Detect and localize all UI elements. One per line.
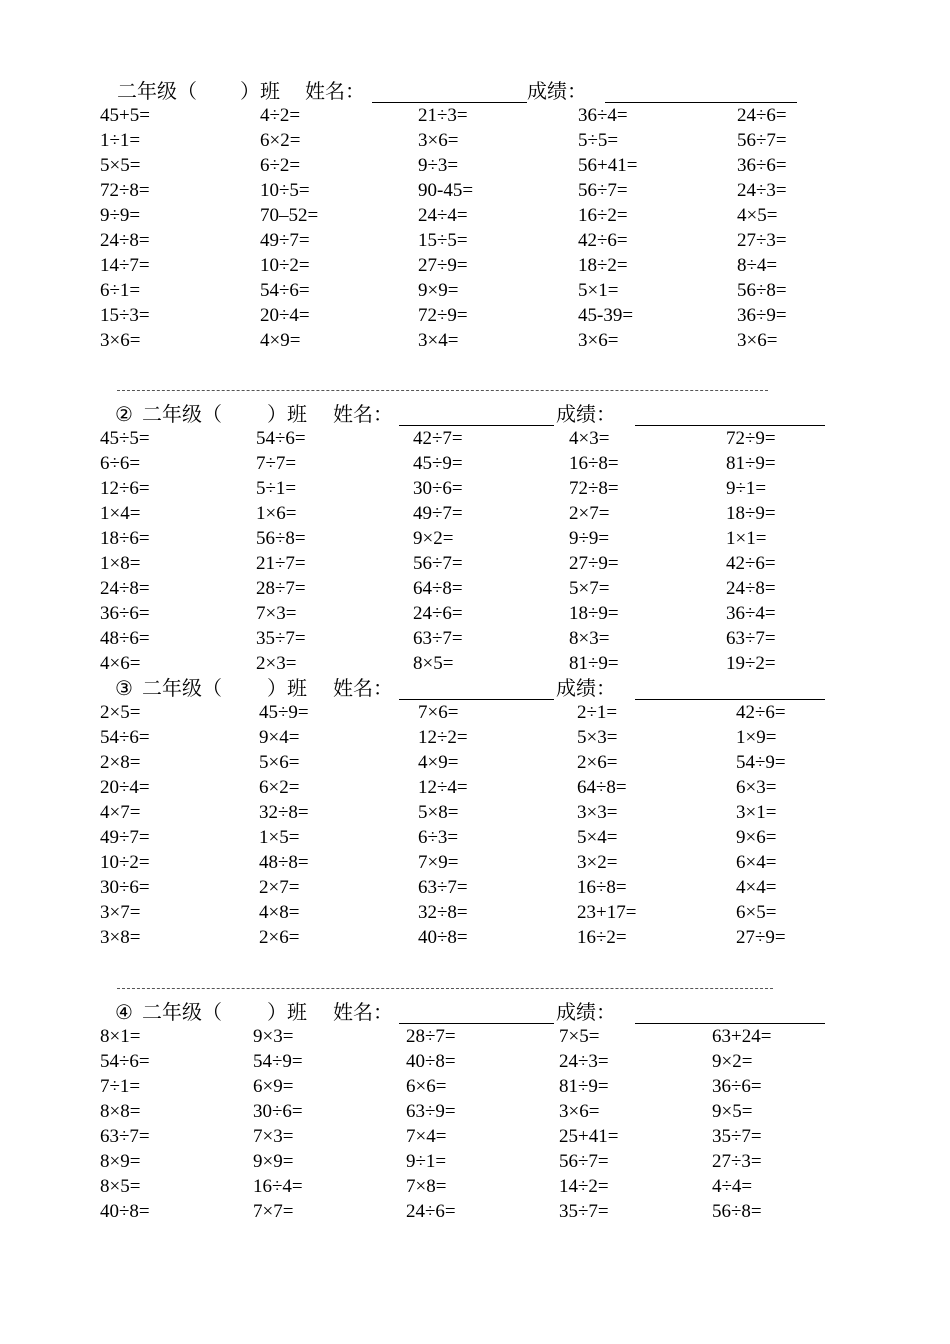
score-blank[interactable] — [635, 425, 825, 426]
arithmetic-problem: 56÷7= — [578, 180, 628, 201]
score-blank[interactable] — [635, 1023, 825, 1024]
arithmetic-problem: 3×6= — [559, 1101, 600, 1122]
arithmetic-problem: 7×7= — [253, 1201, 294, 1222]
arithmetic-problem: 9×2= — [712, 1051, 753, 1072]
arithmetic-problem: 35÷7= — [559, 1201, 609, 1222]
arithmetic-problem: 56÷7= — [737, 130, 787, 151]
arithmetic-problem: 3×3= — [577, 802, 618, 823]
arithmetic-problem: 56÷7= — [413, 553, 463, 574]
arithmetic-problem: 2×7= — [569, 503, 610, 524]
arithmetic-problem: 1×9= — [736, 727, 777, 748]
arithmetic-problem: 24÷3= — [559, 1051, 609, 1072]
section-header — [115, 1001, 835, 1025]
arithmetic-problem: 40÷8= — [406, 1051, 456, 1072]
arithmetic-problem: 4×4= — [736, 877, 777, 898]
arithmetic-problem: 24÷6= — [413, 603, 463, 624]
arithmetic-problem: 28÷7= — [256, 578, 306, 599]
name-blank[interactable] — [399, 425, 554, 426]
arithmetic-problem: 56+41= — [578, 155, 638, 176]
arithmetic-problem: 3×6= — [578, 330, 619, 351]
arithmetic-problem: 64÷8= — [577, 777, 627, 798]
section-header — [117, 80, 817, 104]
arithmetic-problem: 14÷7= — [100, 255, 150, 276]
arithmetic-problem: 5÷1= — [256, 478, 297, 499]
arithmetic-problem: 70–52= — [260, 205, 319, 226]
grade-label: 二年级（ — [117, 81, 197, 103]
arithmetic-problem: 45+5= — [100, 105, 150, 126]
class-label: ）班 — [267, 1002, 307, 1024]
arithmetic-problem: 2×6= — [577, 752, 618, 773]
arithmetic-problem: 21÷3= — [418, 105, 468, 126]
arithmetic-problem: 81÷9= — [569, 653, 619, 674]
arithmetic-problem: 56÷8= — [712, 1201, 762, 1222]
score-label: 成绩： — [556, 404, 616, 426]
arithmetic-problem: 24÷8= — [726, 578, 776, 599]
arithmetic-problem: 45-39= — [578, 305, 634, 326]
arithmetic-problem: 27÷9= — [736, 927, 786, 948]
arithmetic-problem: 63÷7= — [100, 1126, 150, 1147]
arithmetic-problem: 5×6= — [259, 752, 300, 773]
arithmetic-problem: 20÷4= — [100, 777, 150, 798]
name-label: 姓名： — [333, 1002, 393, 1024]
arithmetic-problem: 42÷6= — [726, 553, 776, 574]
arithmetic-problem: 1×5= — [259, 827, 300, 848]
arithmetic-problem: 16÷2= — [578, 205, 628, 226]
arithmetic-problem: 63÷7= — [726, 628, 776, 649]
arithmetic-problem: 45÷9= — [259, 702, 309, 723]
arithmetic-problem: 49÷7= — [100, 827, 150, 848]
arithmetic-problem: 42÷7= — [413, 428, 463, 449]
arithmetic-problem: 54÷6= — [100, 727, 150, 748]
arithmetic-problem: 6×3= — [736, 777, 777, 798]
arithmetic-problem: 10÷5= — [260, 180, 310, 201]
arithmetic-problem: 7×3= — [256, 603, 297, 624]
arithmetic-problem: 14÷2= — [559, 1176, 609, 1197]
arithmetic-problem: 1×1= — [726, 528, 767, 549]
name-blank[interactable] — [399, 1023, 554, 1024]
arithmetic-problem: 7×5= — [559, 1026, 600, 1047]
arithmetic-problem: 8÷4= — [737, 255, 778, 276]
arithmetic-problem: 15÷5= — [418, 230, 468, 251]
arithmetic-problem: 32÷8= — [418, 902, 468, 923]
arithmetic-problem: 72÷8= — [100, 180, 150, 201]
arithmetic-problem: 4×5= — [737, 205, 778, 226]
arithmetic-problem: 35÷7= — [256, 628, 306, 649]
arithmetic-problem: 6×2= — [260, 130, 301, 151]
arithmetic-problem: 36÷9= — [737, 305, 787, 326]
arithmetic-problem: 45÷5= — [100, 428, 150, 449]
arithmetic-problem: 4×7= — [100, 802, 141, 823]
arithmetic-problem: 3×2= — [577, 852, 618, 873]
arithmetic-problem: 24÷8= — [100, 578, 150, 599]
section-number-marker: ③ — [115, 678, 133, 700]
grade-label: 二年级（ — [142, 678, 222, 700]
arithmetic-problem: 28÷7= — [406, 1026, 456, 1047]
arithmetic-problem: 2×3= — [256, 653, 297, 674]
class-label: ）班 — [267, 404, 307, 426]
arithmetic-problem: 6÷3= — [418, 827, 459, 848]
arithmetic-problem: 7×4= — [406, 1126, 447, 1147]
arithmetic-problem: 5×8= — [418, 802, 459, 823]
arithmetic-problem: 2÷1= — [577, 702, 618, 723]
arithmetic-problem: 24÷6= — [737, 105, 787, 126]
arithmetic-problem: 9÷3= — [418, 155, 459, 176]
name-blank[interactable] — [399, 699, 554, 700]
arithmetic-problem: 48÷6= — [100, 628, 150, 649]
score-label: 成绩： — [556, 1002, 616, 1024]
arithmetic-problem: 4×8= — [259, 902, 300, 923]
arithmetic-problem: 9÷1= — [406, 1151, 447, 1172]
arithmetic-problem: 36÷6= — [712, 1076, 762, 1097]
arithmetic-problem: 24÷6= — [406, 1201, 456, 1222]
arithmetic-problem: 4÷2= — [260, 105, 301, 126]
arithmetic-problem: 27÷9= — [418, 255, 468, 276]
arithmetic-problem: 56÷8= — [737, 280, 787, 301]
arithmetic-problem: 8×1= — [100, 1026, 141, 1047]
section-number-marker: ④ — [115, 1002, 133, 1024]
arithmetic-problem: 6÷2= — [260, 155, 301, 176]
arithmetic-problem: 7×8= — [406, 1176, 447, 1197]
arithmetic-problem: 36÷6= — [100, 603, 150, 624]
arithmetic-problem: 5×4= — [577, 827, 618, 848]
arithmetic-problem: 7÷1= — [100, 1076, 141, 1097]
name-label: 姓名： — [305, 81, 365, 103]
arithmetic-problem: 20÷4= — [260, 305, 310, 326]
section-header — [115, 403, 835, 427]
arithmetic-problem: 3×6= — [418, 130, 459, 151]
arithmetic-problem: 6÷6= — [100, 453, 141, 474]
arithmetic-problem: 24÷4= — [418, 205, 468, 226]
arithmetic-problem: 7×9= — [418, 852, 459, 873]
arithmetic-problem: 3×4= — [418, 330, 459, 351]
arithmetic-problem: 30÷6= — [253, 1101, 303, 1122]
arithmetic-problem: 6×9= — [253, 1076, 294, 1097]
arithmetic-problem: 27÷3= — [737, 230, 787, 251]
arithmetic-problem: 54÷6= — [260, 280, 310, 301]
arithmetic-problem: 56÷7= — [559, 1151, 609, 1172]
arithmetic-problem: 10÷2= — [260, 255, 310, 276]
arithmetic-problem: 10÷2= — [100, 852, 150, 873]
arithmetic-problem: 45÷9= — [413, 453, 463, 474]
section-number-marker: ② — [115, 404, 133, 426]
arithmetic-problem: 72÷8= — [569, 478, 619, 499]
arithmetic-problem: 3×8= — [100, 927, 141, 948]
arithmetic-problem: 4×9= — [260, 330, 301, 351]
arithmetic-problem: 2×6= — [259, 927, 300, 948]
arithmetic-problem: 24÷3= — [737, 180, 787, 201]
arithmetic-problem: 9×9= — [418, 280, 459, 301]
arithmetic-problem: 1÷1= — [100, 130, 141, 151]
arithmetic-problem: 54÷6= — [100, 1051, 150, 1072]
arithmetic-problem: 8×8= — [100, 1101, 141, 1122]
arithmetic-problem: 9×6= — [736, 827, 777, 848]
arithmetic-problem: 12÷2= — [418, 727, 468, 748]
arithmetic-problem: 16÷2= — [577, 927, 627, 948]
arithmetic-problem: 81÷9= — [726, 453, 776, 474]
cut-line — [117, 988, 773, 989]
grade-label: 二年级（ — [142, 404, 222, 426]
arithmetic-problem: 36÷4= — [726, 603, 776, 624]
arithmetic-problem: 18÷2= — [578, 255, 628, 276]
grade-label: 二年级（ — [142, 1002, 222, 1024]
arithmetic-problem: 15÷3= — [100, 305, 150, 326]
arithmetic-problem: 16÷8= — [569, 453, 619, 474]
arithmetic-problem: 5×5= — [100, 155, 141, 176]
arithmetic-problem: 4÷4= — [712, 1176, 753, 1197]
arithmetic-problem: 8×5= — [413, 653, 454, 674]
arithmetic-problem: 8×5= — [100, 1176, 141, 1197]
arithmetic-problem: 8×9= — [100, 1151, 141, 1172]
arithmetic-problem: 36÷6= — [737, 155, 787, 176]
arithmetic-problem: 5×7= — [569, 578, 610, 599]
arithmetic-problem: 3×7= — [100, 902, 141, 923]
arithmetic-problem: 12÷4= — [418, 777, 468, 798]
arithmetic-problem: 56÷8= — [256, 528, 306, 549]
arithmetic-problem: 2×8= — [100, 752, 141, 773]
score-label: 成绩： — [556, 678, 616, 700]
arithmetic-problem: 18÷6= — [100, 528, 150, 549]
arithmetic-problem: 6×4= — [736, 852, 777, 873]
arithmetic-problem: 18÷9= — [726, 503, 776, 524]
arithmetic-problem: 42÷6= — [736, 702, 786, 723]
arithmetic-problem: 35÷7= — [712, 1126, 762, 1147]
arithmetic-problem: 9×3= — [253, 1026, 294, 1047]
arithmetic-problem: 4×9= — [418, 752, 459, 773]
arithmetic-problem: 16÷4= — [253, 1176, 303, 1197]
arithmetic-problem: 32÷8= — [259, 802, 309, 823]
arithmetic-problem: 27÷9= — [569, 553, 619, 574]
arithmetic-problem: 19÷2= — [726, 653, 776, 674]
arithmetic-problem: 1×6= — [256, 503, 297, 524]
arithmetic-problem: 90-45= — [418, 180, 474, 201]
arithmetic-problem: 9×4= — [259, 727, 300, 748]
arithmetic-problem: 49÷7= — [413, 503, 463, 524]
arithmetic-problem: 40÷8= — [418, 927, 468, 948]
arithmetic-problem: 40÷8= — [100, 1201, 150, 1222]
arithmetic-problem: 72÷9= — [726, 428, 776, 449]
arithmetic-problem: 4×6= — [100, 653, 141, 674]
name-label: 姓名： — [333, 678, 393, 700]
arithmetic-problem: 2×5= — [100, 702, 141, 723]
arithmetic-problem: 9×5= — [712, 1101, 753, 1122]
class-label: ）班 — [240, 81, 280, 103]
arithmetic-problem: 5×1= — [578, 280, 619, 301]
arithmetic-problem: 4×3= — [569, 428, 610, 449]
arithmetic-problem: 24÷8= — [100, 230, 150, 251]
score-label: 成绩： — [527, 81, 587, 103]
name-label: 姓名： — [333, 404, 393, 426]
arithmetic-problem: 8×3= — [569, 628, 610, 649]
arithmetic-problem: 7×3= — [253, 1126, 294, 1147]
arithmetic-problem: 6÷1= — [100, 280, 141, 301]
arithmetic-problem: 3×6= — [100, 330, 141, 351]
arithmetic-problem: 9×9= — [253, 1151, 294, 1172]
arithmetic-problem: 63÷9= — [406, 1101, 456, 1122]
arithmetic-problem: 72÷9= — [418, 305, 468, 326]
arithmetic-problem: 7÷7= — [256, 453, 297, 474]
arithmetic-problem: 63÷7= — [413, 628, 463, 649]
arithmetic-problem: 5×3= — [577, 727, 618, 748]
arithmetic-problem: 30÷6= — [100, 877, 150, 898]
arithmetic-problem: 42÷6= — [578, 230, 628, 251]
arithmetic-problem: 64÷8= — [413, 578, 463, 599]
arithmetic-problem: 21÷7= — [256, 553, 306, 574]
arithmetic-problem: 81÷9= — [559, 1076, 609, 1097]
arithmetic-problem: 9÷1= — [726, 478, 767, 499]
arithmetic-problem: 9÷9= — [569, 528, 610, 549]
arithmetic-problem: 49÷7= — [260, 230, 310, 251]
arithmetic-problem: 23+17= — [577, 902, 637, 923]
cut-line — [117, 390, 768, 391]
score-blank[interactable] — [635, 699, 825, 700]
section-header — [115, 677, 835, 701]
arithmetic-problem: 54÷9= — [253, 1051, 303, 1072]
class-label: ）班 — [267, 678, 307, 700]
arithmetic-problem: 5÷5= — [578, 130, 619, 151]
arithmetic-problem: 16÷8= — [577, 877, 627, 898]
arithmetic-problem: 3×6= — [737, 330, 778, 351]
arithmetic-problem: 12÷6= — [100, 478, 150, 499]
name-blank[interactable] — [372, 102, 527, 103]
arithmetic-problem: 9×2= — [413, 528, 454, 549]
arithmetic-problem: 2×7= — [259, 877, 300, 898]
arithmetic-problem: 54÷9= — [736, 752, 786, 773]
arithmetic-problem: 9÷9= — [100, 205, 141, 226]
arithmetic-problem: 6×5= — [736, 902, 777, 923]
arithmetic-problem: 18÷9= — [569, 603, 619, 624]
arithmetic-problem: 25+41= — [559, 1126, 619, 1147]
arithmetic-problem: 6×2= — [259, 777, 300, 798]
arithmetic-problem: 1×4= — [100, 503, 141, 524]
arithmetic-problem: 63÷7= — [418, 877, 468, 898]
score-blank[interactable] — [605, 102, 797, 103]
arithmetic-problem: 30÷6= — [413, 478, 463, 499]
arithmetic-problem: 63+24= — [712, 1026, 772, 1047]
arithmetic-problem: 6×6= — [406, 1076, 447, 1097]
arithmetic-problem: 48÷8= — [259, 852, 309, 873]
arithmetic-problem: 7×6= — [418, 702, 459, 723]
arithmetic-problem: 3×1= — [736, 802, 777, 823]
arithmetic-problem: 27÷3= — [712, 1151, 762, 1172]
arithmetic-problem: 1×8= — [100, 553, 141, 574]
arithmetic-problem: 54÷6= — [256, 428, 306, 449]
arithmetic-problem: 36÷4= — [578, 105, 628, 126]
